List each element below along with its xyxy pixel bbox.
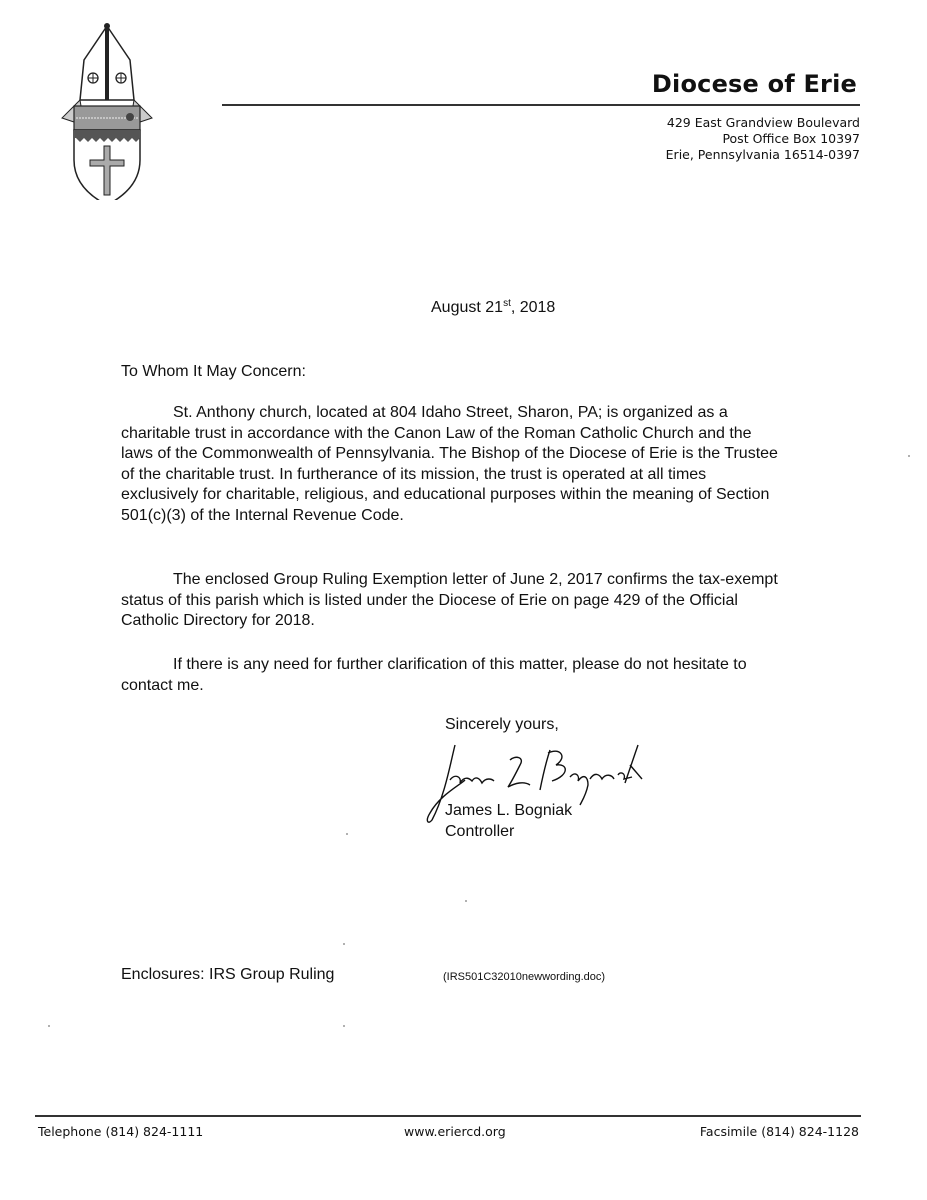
header-divider <box>222 104 860 106</box>
address-line-city: Erie, Pennsylvania 16514-0397 <box>665 147 860 162</box>
footer-website[interactable]: www.eriercd.org <box>404 1124 506 1139</box>
signer-title: Controller <box>445 823 515 840</box>
closing: Sincerely yours, <box>445 716 559 733</box>
scan-speck <box>908 455 910 457</box>
scan-speck <box>343 1025 345 1027</box>
scan-speck <box>343 943 345 945</box>
enclosures-line: Enclosures: IRS Group Ruling <box>121 966 335 983</box>
address-line-po-box: Post Office Box 10397 <box>722 131 860 146</box>
diocesan-coat-of-arms-icon <box>52 20 162 200</box>
footer-facsimile: Facsimile (814) 824-1128 <box>699 1124 859 1139</box>
scan-speck <box>465 900 467 902</box>
organization-name: Diocese of Erie <box>651 70 857 98</box>
salutation: To Whom It May Concern: <box>121 363 306 380</box>
date-ordinal: st <box>503 298 511 309</box>
footer-divider <box>35 1115 861 1117</box>
document-reference: (IRS501C32010newwording.doc) <box>443 971 606 983</box>
scan-speck <box>346 833 348 835</box>
body-paragraph-1: St. Anthony church, located at 804 Idaho Street, Sharon, PA; is organized as a charitable trust in accordance with the Canon Law of the Roman Catholic Church and the laws of the Commonwealth of Pennsylvania. The Bishop of the Diocese of Erie is the Trustee of the charitable trust. In furtherance of its mission, the trust is operated at all times exclusively for charitable, religious, and educational purposes within the meaning of Section 501(c)(3) of the Internal Revenue Code. <box>121 404 778 524</box>
date-day: August 21 <box>431 299 504 316</box>
footer-telephone: Telephone (814) 824-1111 <box>38 1124 204 1139</box>
signer-block <box>445 800 572 842</box>
address-line-street: 429 East Grandview Boulevard <box>666 115 860 130</box>
body-paragraph-2: The enclosed Group Ruling Exemption letter of June 2, 2017 confirms the tax-exempt status of this parish which is listed under the Diocese of Erie on page 429 of the Official Catholic Directory for 2018. <box>121 571 778 630</box>
address-block <box>666 115 860 163</box>
body-paragraph-3: If there is any need for further clarification of this matter, please do not hesitate to contact me. <box>121 656 747 694</box>
date-year: , 2018 <box>510 299 556 316</box>
scan-speck <box>48 1025 50 1027</box>
letter-date <box>431 298 555 317</box>
signer-name: James L. Bogniak <box>445 802 573 819</box>
